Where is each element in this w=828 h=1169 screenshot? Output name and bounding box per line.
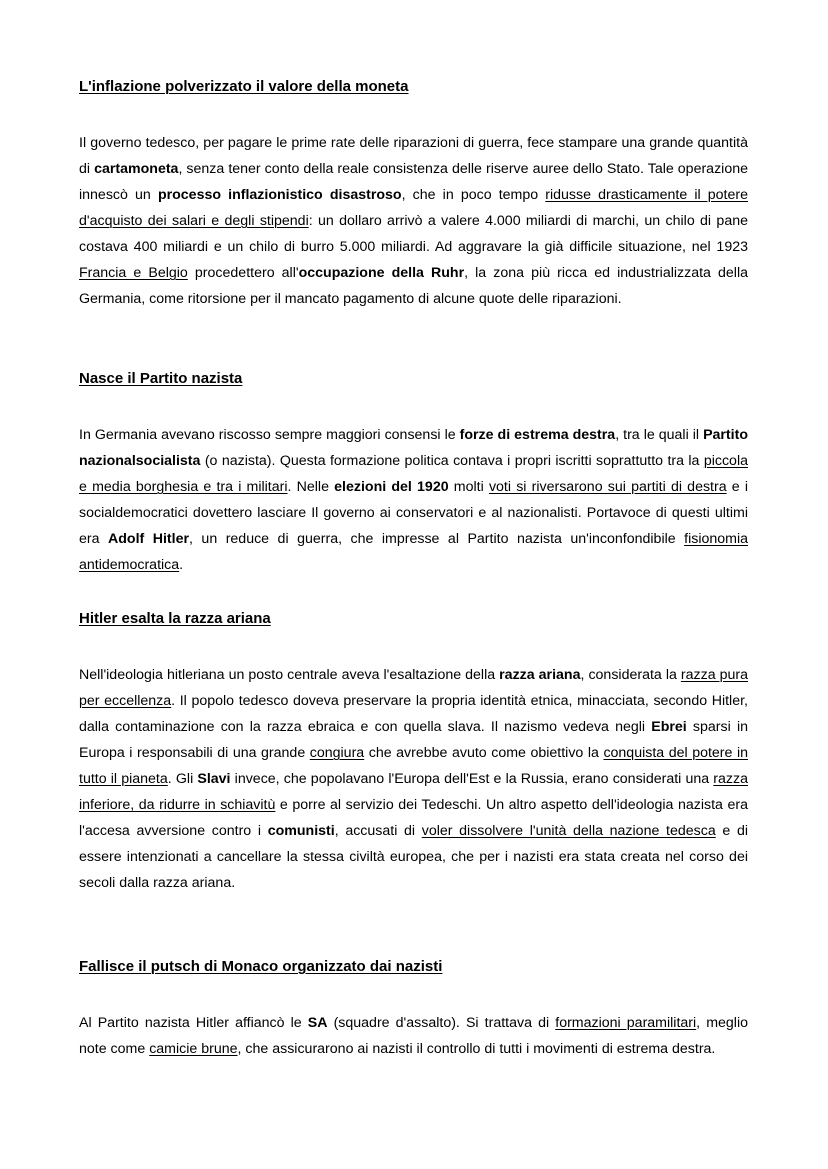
body-text: , senza tener conto della reale consistenza delle riserve auree dello Stato. Tale operazione innescò un [79, 161, 748, 203]
body-text: molti [448, 479, 489, 495]
body-text: e di essere intenzionati a cancellare la stessa civiltà europea, che per i nazisti era stata creata nel corso dei secoli dalla razza ariana. [79, 823, 748, 891]
body-text: , la zona più ricca ed industrializzata della Germania, come ritorsione per il mancato pagamento di alcune quote delle riparazioni. [79, 265, 748, 307]
body-text: In Germania avevano riscosso sempre maggiori consensi le [79, 427, 460, 443]
body-text: che avrebbe avuto come obiettivo la [364, 745, 604, 761]
bold-term: cartamoneta [94, 161, 179, 177]
body-text: . [179, 557, 184, 573]
body-text: , accusati di [334, 823, 422, 839]
section-title-inflation: L'inflazione polverizzato il valore della moneta [79, 78, 409, 95]
section-title-munich-putsch: Fallisce il putsch di Monaco organizzato dai nazisti [79, 958, 443, 975]
section-body-nazi-party [79, 422, 748, 578]
bold-term: comunisti [267, 823, 335, 839]
underlined-phrase: piccola e media borghesia e tra i militari [79, 453, 748, 495]
section-body-aryan-race [79, 662, 748, 896]
body-text: : un dollaro arrivò a valere 4.000 miliardi di marchi, un chilo di pane costava 400 miliardi e un chilo di burro 5.000 miliardi. Ad aggravare la già difficile situazione, nel 1923 [79, 213, 748, 255]
body-text: Al Partito nazista Hitler affiancò le [79, 1015, 308, 1031]
underlined-phrase: Francia e Belgio [79, 265, 188, 281]
bold-term: razza ariana [499, 667, 581, 683]
underlined-phrase: voti si riversarono sui partiti di destra [488, 479, 727, 495]
underlined-phrase: conquista del potere in tutto il pianeta [79, 745, 749, 787]
bold-term: Slavi [197, 771, 231, 787]
body-text: e porre al servizio dei Tedeschi. Un altro aspetto dell'ideologia nazista era l'accesa avversione contro i [79, 797, 748, 839]
section-title-aryan-race: Hitler esalta la razza ariana [79, 610, 271, 627]
bold-term: Ebrei [651, 719, 687, 735]
underlined-phrase: congiura [309, 745, 365, 761]
body-text: . Gli [167, 771, 198, 787]
body-text: , che assicurarono ai nazisti il controllo di tutti i movimenti di estrema destra. [237, 1041, 716, 1057]
section-body-inflation [79, 130, 748, 312]
body-text: , un reduce di guerra, che impresse al Partito nazista un'inconfondibile [189, 531, 685, 547]
body-text: (o nazista). Questa formazione politica contava i propri iscritti soprattutto tra la [200, 453, 704, 469]
body-text: , considerata la [580, 667, 681, 683]
underlined-phrase: razza inferiore, da ridurre in schiavitù [79, 771, 748, 813]
body-text: . Nelle [287, 479, 335, 495]
body-text: , tra le quali il [615, 427, 704, 443]
underlined-phrase: fisionomia antidemocratica [79, 531, 749, 573]
bold-term: Adolf Hitler [108, 531, 189, 547]
underlined-phrase: formazioni paramilitari [555, 1015, 697, 1031]
body-text: procedettero all' [187, 265, 299, 281]
underlined-phrase: voler dissolvere l'unità della nazione tedesca [421, 823, 716, 839]
section-body-munich-putsch [79, 1010, 748, 1062]
body-text: Nell'ideologia hitleriana un posto centrale aveva l'esaltazione della [79, 667, 500, 683]
bold-term: forze di estrema destra [459, 427, 616, 443]
bold-term: processo inflazionistico disastroso [157, 187, 402, 203]
body-text: sparsi in Europa i responsabili di una grande [79, 719, 748, 761]
underlined-phrase: razza pura per eccellenza [79, 667, 749, 709]
bold-term: Partito nazionalsocialista [79, 427, 748, 469]
underlined-phrase: camicie brune [149, 1041, 238, 1057]
section-title-nazi-party: Nasce il Partito nazista [79, 370, 243, 387]
bold-term: elezioni del 1920 [334, 479, 449, 495]
body-text: . Il popolo tedesco doveva preservare la propria identità etnica, minacciata, secondo Hitler, dalla contaminazione con la razza ebraica e con quella slava. Il nazismo vedeva negli [79, 693, 748, 735]
body-text: e i socialdemocratici dovettero lasciare Il governo ai conservatori e al nazionalisti. Portavoce di questi ultimi era [79, 479, 749, 547]
bold-term: occupazione della Ruhr [298, 265, 465, 281]
body-text: , che in poco tempo [401, 187, 546, 203]
bold-term: SA [307, 1015, 328, 1031]
body-text: (squadre d'assalto). Si trattava di [327, 1015, 556, 1031]
body-text: invece, che popolavano l'Europa dell'Est e la Russia, erano considerati una [230, 771, 714, 787]
body-text: , meglio note come [79, 1015, 749, 1057]
body-text: Il governo tedesco, per pagare le prime rate delle riparazioni di guerra, fece stampare una grande quantità di [79, 135, 748, 177]
underlined-phrase: ridusse drasticamente il potere d'acquisto dei salari e degli stipendi [79, 187, 749, 229]
